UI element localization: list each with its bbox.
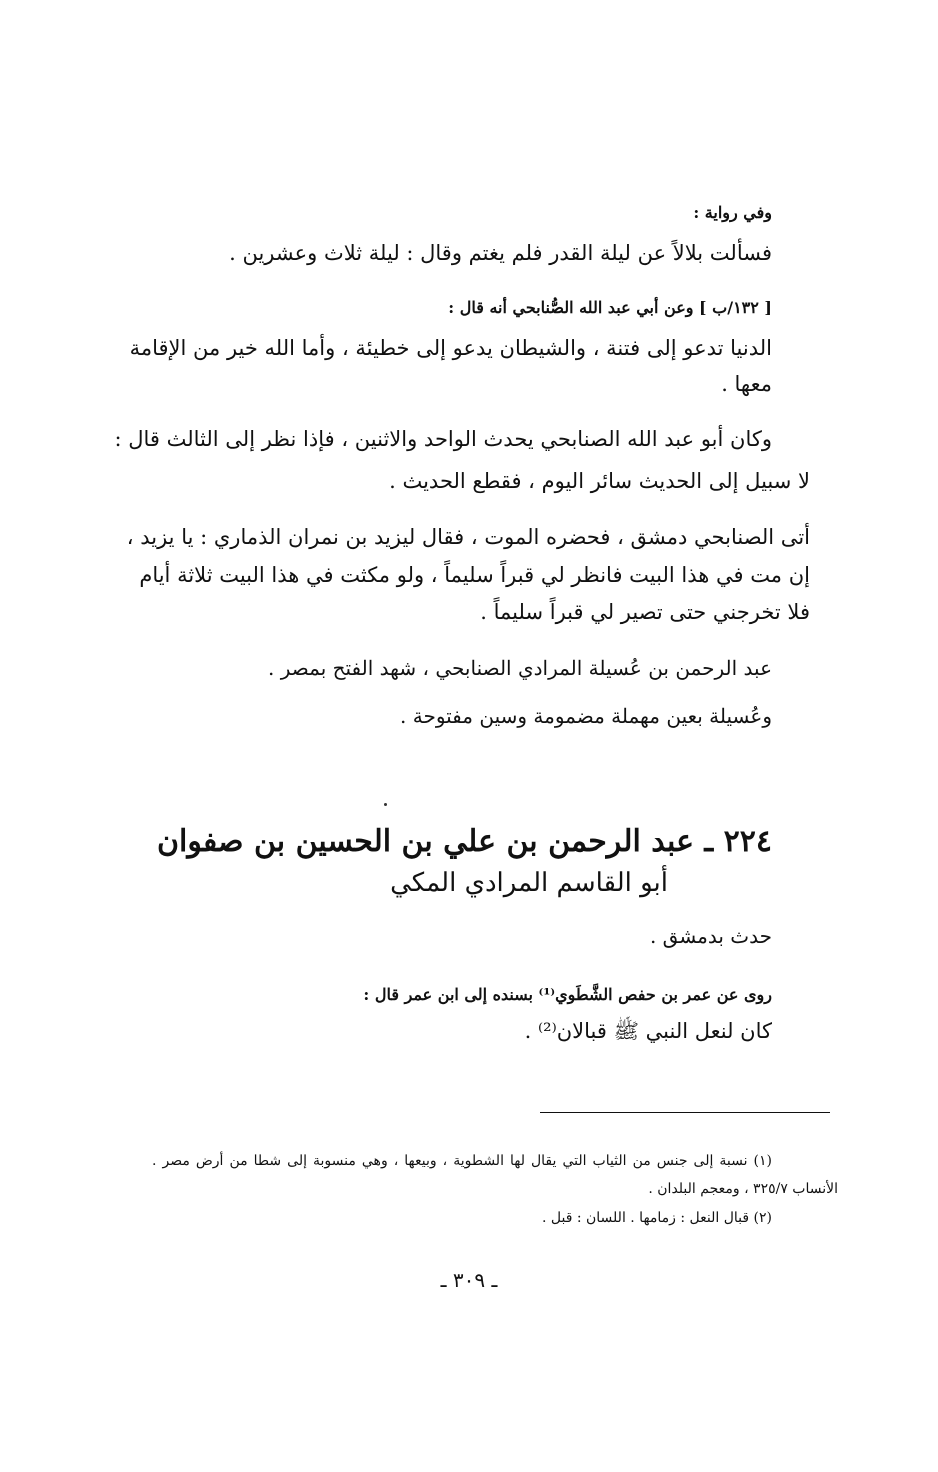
text-line: الدنيا تدعو إلى فتنة ، والشيطان يدعو إلى خطيئة ، وأما الله خير من الإقامة <box>129 336 772 360</box>
page-number: ـ ٣٠٩ ـ <box>440 1268 498 1292</box>
text-line: إن مت في هذا البيت فانظر لي قبراً سليماً ، ولو مكثت في هذا البيت ثلاثة أيام <box>139 563 810 587</box>
footnote-line: (٢) قبال النعل : زمامها . اللسان : قبل . <box>541 1210 772 1226</box>
text-line: أتى الصنابحي دمشق ، فحضره الموت ، فقال ليزيد بن نمران الذماري : يا يزيد ، <box>126 525 810 549</box>
footnote-line: (١) نسبة إلى جنس من الثياب التي يقال لها الشطوية ، وبيعها ، وهي منسوبة إلى شطا من أرض مصر . <box>152 1153 772 1169</box>
footnote-separator <box>540 1112 830 1113</box>
text-line: كان لنعل النبي ﷺ قبالان⁽²⁾ . <box>524 1019 772 1043</box>
ornament-dot <box>384 803 387 806</box>
footnote-line: الأنساب ٣٢٥/٧ ، ومعجم البلدان . <box>648 1181 838 1197</box>
text-line: فسألت بلالاً عن ليلة القدر فلم يغتم وقال : ليلة ثلاث وعشرين . <box>229 241 772 265</box>
text-line: معها . <box>721 372 772 396</box>
text-line: وعُسيلة بعين مهملة مضمومة وسين مفتوحة . <box>400 704 772 728</box>
text-line: [ ١٣٢/ب ] وعن أبي عبد الله الصُّنابحي أنه قال : <box>448 298 772 317</box>
text-line: وفي رواية : <box>693 203 772 222</box>
text-line: لا سبيل إلى الحديث سائر اليوم ، فقطع الحديث . <box>389 469 810 493</box>
text-line: حدث بدمشق . <box>649 924 772 948</box>
text-line: وكان أبو عبد الله الصنابحي يحدث الواحد والاثنين ، فإذا نظر إلى الثالث قال : <box>114 427 772 451</box>
text-line: روى عن عمر بن حفص الشَّطَوي⁽¹⁾ بسنده إلى ابن عمر قال : <box>363 985 772 1004</box>
entry-subheading: أبو القاسم المرادي المكي <box>390 868 668 898</box>
text-line: فلا تخرجني حتى تصير لي قبراً سليماً . <box>480 600 810 624</box>
entry-heading: ٢٢٤ ـ عبد الرحمن بن علي بن الحسين بن صفوان <box>157 824 772 859</box>
text-line: عبد الرحمن بن عُسيلة المرادي الصنابحي ، شهد الفتح بمصر . <box>268 656 772 680</box>
